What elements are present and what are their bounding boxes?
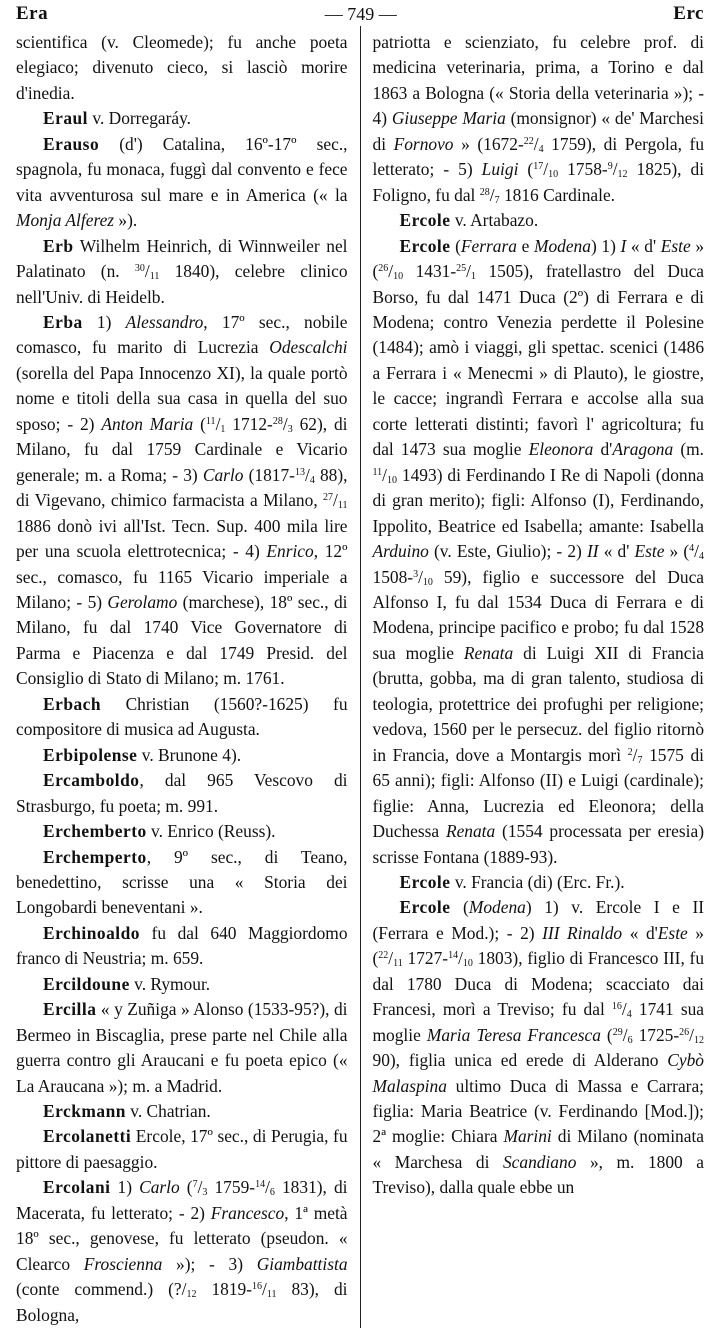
- entry-text: , dal 965 Vescovo di Strasburgo, fu poeta; m. 991.: [16, 770, 348, 816]
- dictionary-entry: [16, 132, 348, 234]
- entry-headword: Erckmann: [43, 1101, 126, 1122]
- dictionary-entry: [373, 30, 705, 208]
- header-left-guideword: Era: [16, 3, 49, 24]
- entry-text: v. Brunone 4).: [137, 744, 242, 765]
- page-number: — 749 —: [324, 4, 397, 24]
- entry-text: (d') Catalina, 16º-17º sec., spagnola, fu monaca, fuggì dal convento e fece vita avventurosa sul mare e in America (« la Monja Alferez »).: [16, 133, 348, 231]
- entry-text: (Ferrara e Modena) 1) I « d' Este » ($^{26}/_{10}$ $1431-^{25}/_1$ 1505), fratellastro del Duca Borso, fu dal 1471 Duca (2º) di Ferrara e di Modena; contro Venezia perdette il Polesine (1484); amò i viaggi, gli spettac. scenici (1486 a Ferrara i « Menecmi » di Plauto), le giostre, le cacce; ingrandì Ferrara e accolse alla sua corte letterati distinti; favorì l' agricoltura; fu dal 1473 sua moglie Eleonora d'Aragona (m. $^{11}/_{10}$ 1493) di Ferdinando I Re di Napoli (donna di gran merito); figli: Alfonso (I), Ferdinando, Ippolito, Beatrice ed Isabella; amante: Isabella Arduino (v. Este, Giulio); - 2) II « d' Este » ($^4/_4$ $1508-^3/_{10}$ 59), figlio e successore del Duca Alfonso I, fu dal 1534 Duca di Ferrara e di Modena, principe pacifico e probo; fu dal 1528 sua moglie Renata di Luigi XII di Francia (brutta, gobba, ma di gran talento, studiosa di teologia, protettrice dei profughi per religione; vedova, 1560 per le persecuz. del figlio ritornò in Francia, dove a Montargis morì $^2/_7$ 1575 di 65 anni); figli: Alfonso (II) e Luigi (cardinale); figlie: Anna, Lucrezia ed Eleonora; della Duchessa Renata (1554 processata per eresia) scrisse Fontana (1889-93).: [372, 235, 705, 867]
- dictionary-entry: [16, 845, 348, 921]
- dictionary-entry: [16, 234, 348, 310]
- entry-headword: Erchinoaldo: [43, 922, 140, 943]
- right-column: [373, 30, 705, 1201]
- entry-headword: Eraul: [43, 108, 89, 129]
- dictionary-entry: [16, 768, 348, 819]
- entry-text: v. Enrico (Reuss).: [146, 821, 276, 842]
- entry-text: Christian (1560?-1625) fu compositore di musica ad Augusta.: [16, 693, 348, 740]
- dictionary-entry: [16, 1099, 348, 1124]
- dictionary-entry: [373, 234, 705, 870]
- dictionary-entry: [16, 310, 348, 692]
- dictionary-entry: [16, 692, 348, 743]
- left-column: [16, 30, 348, 1328]
- entry-headword: Erauso: [43, 133, 100, 154]
- dictionary-entry: [373, 208, 705, 233]
- dictionary-entry: [16, 1175, 348, 1328]
- entry-text: v. Rymour.: [129, 973, 211, 994]
- header-right-guideword: Erc: [673, 3, 704, 24]
- entry-text: fu dal 640 Maggiordomo franco di Neustria; m. 659.: [16, 922, 348, 969]
- entry-headword: Erchemperto: [43, 846, 147, 867]
- dictionary-entry: [16, 921, 348, 972]
- entry-text: scientifica (v. Cleomede); fu anche poeta elegiaco; divenuto cieco, si lasciò morire d'inedia.: [16, 32, 348, 103]
- dictionary-entry: [373, 895, 705, 1200]
- dictionary-entry: [16, 106, 348, 131]
- entry-headword: Ercilla: [43, 999, 97, 1020]
- entry-headword: Ercamboldo: [43, 770, 140, 791]
- entry-headword: Ercolanetti: [43, 1126, 132, 1147]
- dictionary-entry: [16, 819, 348, 844]
- entry-headword: Ercole: [399, 210, 451, 231]
- dictionary-entry: [16, 1124, 348, 1175]
- entry-headword: Erbach: [43, 693, 102, 714]
- entry-headword: Ercole: [399, 897, 451, 918]
- entry-text: 1) Carlo ($^7/_3$ $1759-^{14}/_6$ 1831), di Macerata, fu letterato; - 2) Francesco, 1ª metà 18º sec., genovese, fu letterato (pseudon. « Clearco Froscienna »); - 3) Giambattista (conte commend.) ($?/_{12}$ $1819-^{16}/_{11}$ 83), di Bologna,: [16, 1177, 348, 1325]
- entry-text: v. Francia (di) (Erc. Fr.).: [450, 871, 625, 892]
- entry-text: , 9º sec., di Teano, benedettino, scrisse una « Storia dei Longobardi beneventani ».: [16, 846, 348, 918]
- entry-headword: Ercolani: [43, 1177, 111, 1198]
- dictionary-entry: [16, 972, 348, 997]
- dictionary-entry: [373, 870, 705, 895]
- entry-headword: Ercole: [399, 871, 451, 892]
- entry-text: v. Artabazo.: [450, 210, 539, 231]
- entry-text: « y Zuñiga » Alonso (1533-95?), di Bermeo in Biscaglia, prese parte nel Chile alla guerra contro gli Araucani e fu poeta epico (« La Araucana »); m. a Madrid.: [16, 999, 348, 1096]
- two-column-body: [16, 30, 704, 1328]
- entry-headword: Erba: [43, 311, 83, 332]
- entry-text: Wilhelm Heinrich, di Winnweiler nel Palatinato (n. $^{30}/_{11}$ 1840), celebre clinico nell'Univ. di Heidelb.: [16, 235, 348, 307]
- entry-text: v. Chatrian.: [125, 1101, 211, 1122]
- dictionary-entry: [16, 30, 348, 106]
- entry-headword: Erbipolense: [43, 744, 138, 765]
- entry-text: patriotta e scienziato, fu celebre prof. di medicina veterinaria, prima, a Torino e dal 1863 a Bologna (« Storia della veterinaria »); - 4) Giuseppe Maria (monsignor) « de' Marchesi di Fornovo » ($1672-^{22}/_4$ 1759), di Pergola, fu letterato; - 5) Luigi ($^{17}/_{10}$ $1758-^9/_{12}$ 1825), di Foligno, fu dal $^{28}/_7$ 1816 Cardinale.: [372, 32, 705, 206]
- entry-headword: Erb: [43, 235, 74, 256]
- entry-text: v. Dorregaráy.: [88, 108, 192, 129]
- dictionary-entry: [16, 743, 348, 768]
- dictionary-entry: [16, 997, 348, 1099]
- entry-headword: Ercildoune: [43, 973, 130, 994]
- entry-headword: Ercole: [399, 235, 451, 256]
- entry-headword: Erchemberto: [43, 821, 147, 842]
- entry-text: Ercole, 17º sec., di Perugia, fu pittore di paesaggio.: [16, 1126, 348, 1172]
- entry-text: (Modena) 1) v. Ercole I e II (Ferrara e Mod.); - 2) III Rinaldo « d'Este » ($^{22}/_{11}$ $1727-^{14}/_{10}$ 1803), figlio di Francesco III, fu dal 1780 Duca di Modena; scacciato dai Francesi, morì a Treviso; fu dal $^{16}/_4$ 1741 sua moglie Maria Teresa Francesca ($^{29}/_6$ $1725-^{26}/_{12}$ 90), figlia unica ed erede di Alderano Cybò Malaspina ultimo Duca di Massa e Carrara; figlia: Maria Beatrice (v. Ferdinando [Mod.]); 2ª moglie: Chiara Marini di Milano (nominata « Marchesa di Scandiano », m. 1800 a Treviso), dalla quale ebbe un: [372, 897, 705, 1198]
- entry-text: 1) Alessandro, 17º sec., nobile comasco, fu marito di Lucrezia Odescalchi (sorella del Papa Innocenzo XI), la quale portò nome e titoli della sua casa in quella del suo sposo; - 2) Anton Maria ($^{11}/_1$ $1712-^{28}/_3$ 62), di Milano, fu dal 1759 Cardinale e Vicario generale; m. a Roma; - 3) Carlo ($1817-^{13}/_4$ 88), di Vigevano, chimico farmacista a Milano, $^{27}/_{11}$ 1886 donò ivi all'Ist. Tecn. Sup. 400 mila lire per una scuola elettrotecnica; - 4) Enrico, 12º sec., comasco, fu 1165 Vicario imperiale a Milano; - 5) Gerolamo (marchese), 18º sec., di Milano, fu dal 1740 Vice Governatore di Parma e Piacenza e dal 1749 Presid. del Consiglio di Stato di Milano; m. 1761.: [16, 311, 348, 689]
